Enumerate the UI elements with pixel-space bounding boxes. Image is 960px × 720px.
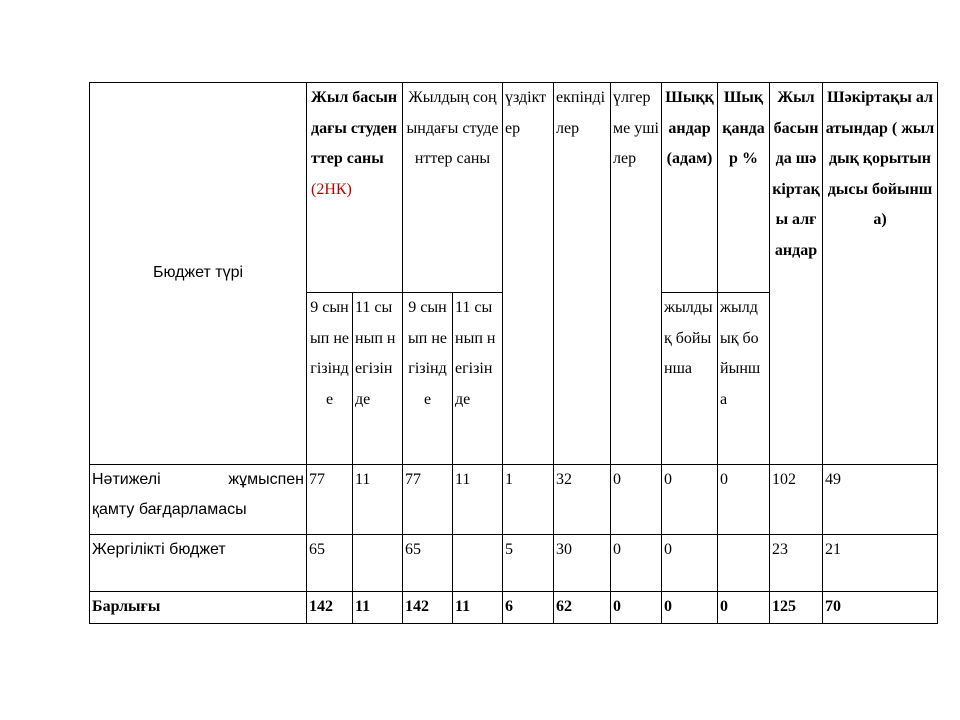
total-start-9: 142: [307, 592, 353, 624]
total-label: Барлығы: [90, 592, 307, 624]
end-9-grade-subheader: 9 сынып негізінде: [403, 293, 453, 465]
cell-start-9: 65: [307, 535, 353, 592]
left-percent-header: Шыққандар %: [718, 83, 770, 293]
total-left-count: 0: [662, 592, 718, 624]
scholarship-annual-header: Шәкіртақы алатындар ( жылдық қорытындысы бойынша): [823, 83, 938, 465]
total-excellent: 6: [503, 592, 554, 624]
budget-type-header: Бюджет түрі: [90, 83, 307, 465]
start-year-scholarship-header: Жыл басында шәкіртақы алғандар: [770, 83, 823, 465]
total-achievers: 0: [611, 592, 662, 624]
cell-start-scholarship: 102: [770, 465, 823, 535]
left-percent-annual-subheader: жылдық бойынша: [718, 293, 770, 465]
start-11-grade-subheader: 11 сынып негізінде: [353, 293, 403, 465]
cell-start-11: [353, 535, 403, 592]
total-start-11: 11: [353, 592, 403, 624]
achievers-header: үлгерме ушілер: [611, 83, 662, 465]
cell-left-percent: [718, 535, 770, 592]
table-row: [90, 535, 938, 592]
left-count-header: Шыққандар (адам): [662, 83, 718, 293]
cell-start-11: 11: [353, 465, 403, 535]
cell-left-percent: 0: [718, 465, 770, 535]
total-end-9: 142: [403, 592, 453, 624]
cell-end-9: 65: [403, 535, 453, 592]
cell-left-count: 0: [662, 535, 718, 592]
total-good: 62: [554, 592, 611, 624]
total-end-11: 11: [453, 592, 503, 624]
start-year-code: (2НК): [311, 180, 352, 198]
row-label-employment: [90, 465, 307, 535]
cell-excellent: 5: [503, 535, 554, 592]
cell-start-scholarship: 23: [770, 535, 823, 592]
cell-end-11: [453, 535, 503, 592]
row-label-local-budget: Жергілікті бюджет: [90, 535, 307, 592]
cell-end-11: 11: [453, 465, 503, 535]
total-start-scholarship: 125: [770, 592, 823, 624]
end-11-grade-subheader: 11 сынып негізінде: [453, 293, 503, 465]
cell-achievers: 0: [611, 465, 662, 535]
cell-scholarship: 49: [823, 465, 938, 535]
cell-left-count: 0: [662, 465, 718, 535]
good-students-header: екпінділер: [554, 83, 611, 465]
total-left-percent: 0: [718, 592, 770, 624]
cell-end-9: 77: [403, 465, 453, 535]
start-year-students-text: Жыл басындағы студенттер саны: [311, 89, 398, 167]
cell-good: 30: [554, 535, 611, 592]
left-count-annual-subheader: жылдық бойынша: [662, 293, 718, 465]
cell-scholarship: 21: [823, 535, 938, 592]
total-scholarship: 70: [823, 592, 938, 624]
cell-achievers: 0: [611, 535, 662, 592]
start-year-students-header: [307, 83, 403, 293]
header-row: [90, 83, 938, 293]
cell-excellent: 1: [503, 465, 554, 535]
budget-table: [89, 82, 938, 624]
cell-start-9: 77: [307, 465, 353, 535]
row-label-line2: қамту бағдарламасы: [92, 501, 247, 518]
row-label-line1: Нәтижелі жұмыспен: [92, 471, 304, 488]
cell-good: 32: [554, 465, 611, 535]
start-9-grade-subheader: 9 сынып негізінде: [307, 293, 353, 465]
table-row: [90, 465, 938, 535]
excellent-header: үздіктер: [503, 83, 554, 465]
end-year-students-header: Жылдың соңындағы студенттер саны: [403, 83, 503, 293]
total-row: [90, 592, 938, 624]
